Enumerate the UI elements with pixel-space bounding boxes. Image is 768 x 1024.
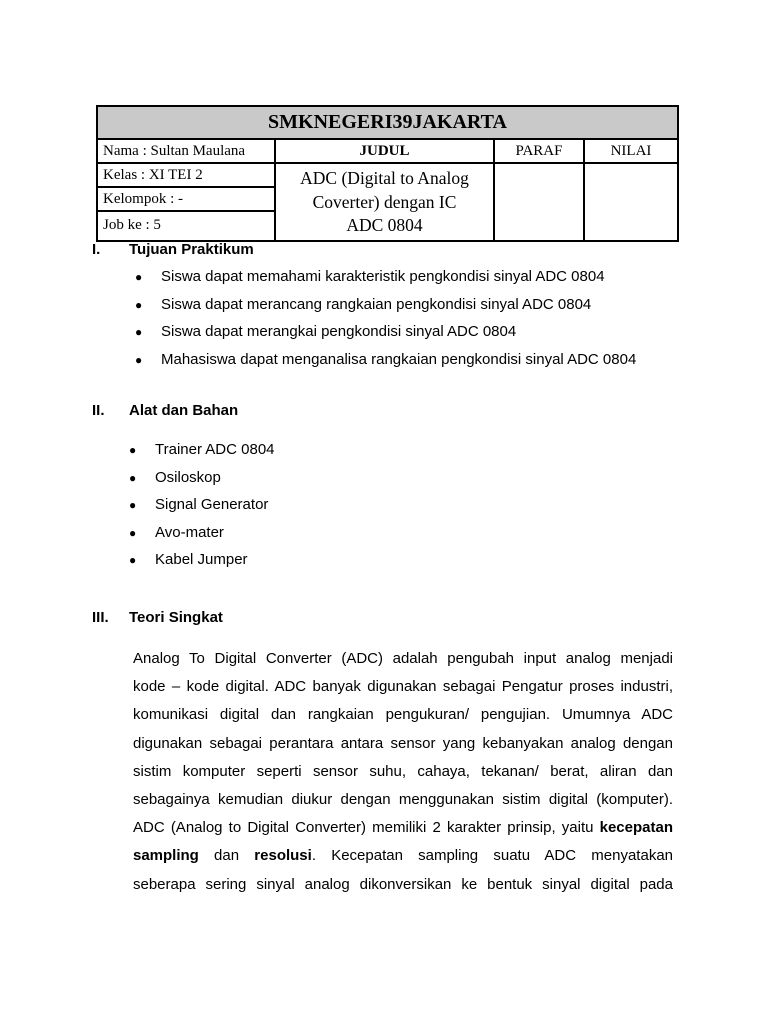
kelompok-cell: Kelompok : - bbox=[98, 188, 276, 212]
section-title: Alat dan Bahan bbox=[129, 402, 239, 419]
school-title: SMKNEGERI39JAKARTA bbox=[98, 107, 677, 140]
paragraph-line: sampling dan resolusi. Kecepatan sampling suatu ADC menyatakan bbox=[133, 847, 673, 865]
bullet-icon: ● bbox=[129, 470, 137, 485]
bullet-icon: ● bbox=[129, 498, 137, 512]
bullet-icon: ● bbox=[135, 270, 143, 284]
section-number: III. bbox=[92, 609, 109, 626]
bullet-icon: ● bbox=[135, 352, 143, 367]
bullet-icon: ● bbox=[129, 553, 137, 567]
section-title: Tujuan Praktikum bbox=[129, 241, 254, 258]
section-number: II. bbox=[92, 402, 105, 419]
paragraph-line: seberapa sering sinyal analog dikonversikan ke bentuk sinyal digital pada bbox=[133, 875, 673, 893]
judul-header: JUDUL bbox=[276, 140, 495, 164]
paragraph-line: sistim komputer seperti sensor suhu, cahaya, tekanan/ berat, aliran dan bbox=[133, 762, 673, 780]
kelas-cell: Kelas : XI TEI 2 bbox=[98, 164, 276, 188]
bold-term-sampling: sampling bbox=[133, 847, 199, 865]
nilai-value bbox=[585, 164, 677, 240]
judul-line-3: ADC 0804 bbox=[346, 215, 423, 235]
judul-value bbox=[276, 164, 495, 240]
header-table bbox=[96, 105, 679, 242]
judul-line-1: ADC (Digital to Analog bbox=[300, 168, 469, 188]
section-title: Teori Singkat bbox=[129, 609, 223, 626]
bold-term-kecepatan: kecepatan bbox=[599, 819, 673, 837]
paragraph-line: Analog To Digital Converter (ADC) adalah pengubah input analog menjadi bbox=[133, 650, 673, 667]
judul-line-2: Coverter) dengan IC bbox=[312, 191, 457, 212]
paragraph-line: ADC (Analog to Digital Converter) memiliki 2 karakter prinsip, yaitu kecepatan bbox=[133, 819, 673, 837]
paragraph-line: kode – kode digital. ADC banyak digunakan sebagai Pengatur proses industri, bbox=[133, 678, 673, 696]
teori-paragraph bbox=[133, 645, 673, 899]
nama-cell: Nama : Sultan Maulana bbox=[98, 140, 276, 164]
job-cell: Job ke : 5 bbox=[98, 212, 276, 240]
paraf-header: PARAF bbox=[495, 140, 585, 164]
paragraph-line: digunakan sebagai perantara antara sensor yang kebanyakan analog dengan bbox=[133, 734, 673, 752]
bold-term-resolusi: resolusi bbox=[254, 847, 312, 865]
bullet-icon: ● bbox=[129, 443, 137, 457]
bullet-icon: ● bbox=[135, 297, 143, 312]
paragraph-line: komunikasi digital dan rangkaian pengukuran/ pengujian. Umumnya ADC bbox=[133, 706, 673, 724]
nilai-header: NILAI bbox=[585, 140, 677, 164]
bullet-icon: ● bbox=[135, 325, 143, 339]
paraf-value bbox=[495, 164, 585, 240]
paragraph-line: sebagainya kemudian diukur dengan menggunakan sistim digital (komputer). bbox=[133, 790, 673, 808]
bullet-icon: ● bbox=[129, 525, 137, 540]
section-number: I. bbox=[92, 241, 101, 258]
